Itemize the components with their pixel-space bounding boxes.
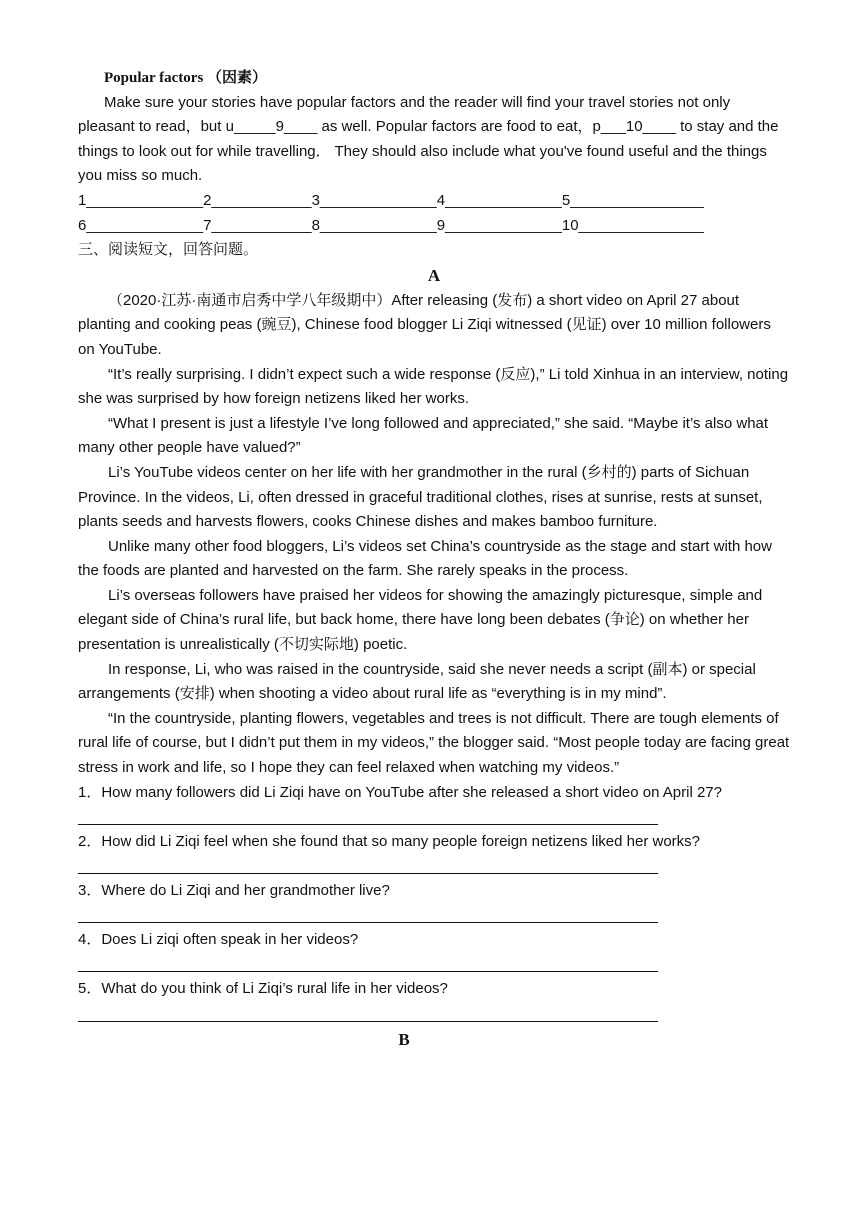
passage-a-paragraph: “What I present is just a lifestyle I’ve long followed and appreciated,” she said. “Maybe it’s also what many other people have valued?” xyxy=(78,414,769,457)
question-4: 4．Does Li ziqi often speak in her videos? xyxy=(78,931,359,949)
blank-5[interactable]: 5________________ xyxy=(561,191,704,209)
document-content xyxy=(78,66,790,1053)
passage-b-letter: B xyxy=(398,1029,410,1049)
passage-a-paragraph: （2020·江苏·南通市启秀中学八年级期中）After releasing (发布) a short video on April 27 about planting and cooking peas (豌豆), Chinese food blogger Li Ziqi witnessed (见证) over 10 million followers on YouTube. xyxy=(78,291,771,358)
question-3: 3．Where do Li Ziqi and her grandmother live? xyxy=(78,882,390,899)
passage-a-paragraph: “In the countryside, planting flowers, vegetables and trees is not difficult. There are tough elements of rural life of course, but I didn’t put them in my videos,” the blogger said. “Most people today are facing great stress in work and life, so I hope they can feel relaxed when watching my videos.” xyxy=(78,709,790,777)
blanks-row-1 xyxy=(78,189,790,214)
blanks-row-2 xyxy=(78,214,790,239)
blank-9[interactable]: 9______________ xyxy=(436,216,562,234)
passage-a-paragraph: Li’s overseas followers have praised her videos for showing the amazingly picturesque, simple and elegant side of China’s rural life, but back home, there have long been debates (争论) on whether her presentation is unrealistically (不切实际地) poetic. xyxy=(78,586,763,654)
factors-paragraph: Make sure your stories have popular factors and the reader will find your travel stories not only pleasant to read，but u_____9____ as well. Popular factors are food to eat，p___10____ to stay and the things to look out for while travelling． They should also include what you've found useful and the things you miss so much. xyxy=(78,93,779,185)
passage-a-paragraph: In response, Li, who was raised in the countryside, said she never needs a script (副本) or special arrangements (安排) when shooting a video about rural life as “everything is in my mind”. xyxy=(78,660,756,703)
blank-6[interactable]: 6______________ xyxy=(78,216,204,234)
answer-line-3[interactable] xyxy=(78,904,790,929)
factors-heading: Popular factors （因素） xyxy=(104,70,268,86)
passage-a-paragraph: Li’s YouTube videos center on her life with her grandmother in the rural (乡村的) parts of Sichuan Province. In the videos, Li, often dressed in graceful traditional clothes, rises at sunrise, rests at sunset, plants seeds and harvests flowers, cooks Chinese dishes and makes bamboo furniture. xyxy=(78,463,763,531)
blank-1[interactable]: 1______________ xyxy=(78,191,204,209)
blank-4[interactable]: 4______________ xyxy=(436,191,562,209)
blank-10[interactable]: 10_______________ xyxy=(561,216,704,234)
question-5: 5．What do you think of Li Ziqi’s rural life in her videos? xyxy=(78,980,448,998)
passage-a-paragraph: Unlike many other food bloggers, Li’s videos set China’s countryside as the stage and start with how the foods are planted and harvested on the farm. She rarely speaks in the process. xyxy=(78,537,772,580)
answer-line-4[interactable] xyxy=(78,953,790,978)
blank-8[interactable]: 8______________ xyxy=(311,216,437,234)
answer-line-5[interactable] xyxy=(78,1002,790,1027)
question-2: 2．How did Li Ziqi feel when she found that so many people foreign netizens liked her works? xyxy=(78,832,701,850)
question-1: 1．How many followers did Li Ziqi have on YouTube after she released a short video on April 27? xyxy=(78,783,722,801)
section-3-title: 三、阅读短文，回答问题。 xyxy=(78,241,259,259)
passage-a-letter: A xyxy=(427,265,441,285)
answer-line-1[interactable] xyxy=(78,805,790,830)
blank-3[interactable]: 3______________ xyxy=(311,191,437,209)
blank-7[interactable]: 7____________ xyxy=(203,216,312,234)
answer-line-2[interactable] xyxy=(78,854,790,879)
blank-2[interactable]: 2____________ xyxy=(203,191,312,209)
passage-a-paragraph: “It’s really surprising. I didn’t expect such a wide response (反应),” Li told Xinhua in an interview, noting she was surprised by how foreign netizens liked her works. xyxy=(78,365,789,408)
